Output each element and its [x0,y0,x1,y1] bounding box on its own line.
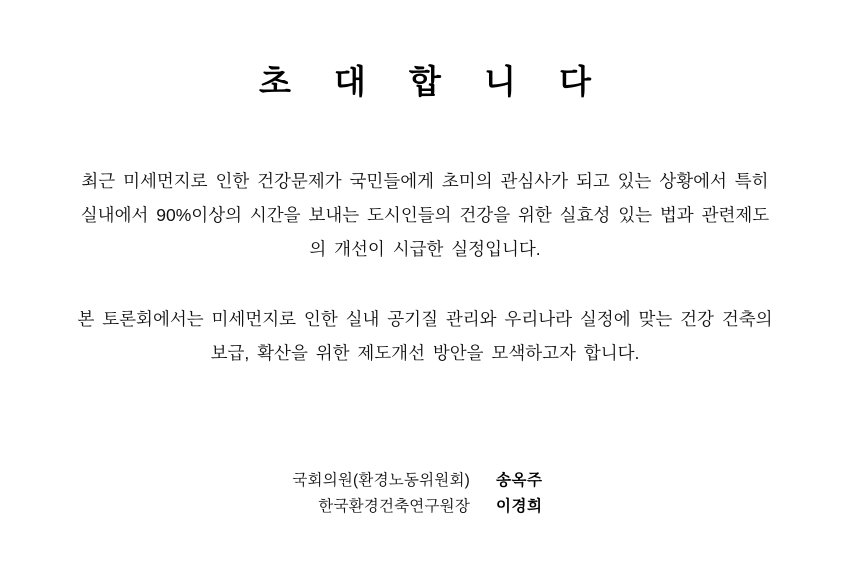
signature-row [75,494,775,520]
body-paragraph-2: 본 토론회에서는 미세먼지로 인한 실내 공기질 관리와 우리나라 실정에 맞는 건강 건축의 보급, 확산을 위한 제도개선 방안을 모색하고자 합니다. [77,308,773,363]
signature-name: 이경희 [496,497,543,515]
page-title: 초 대 합 니 다 [258,63,609,100]
signature-name: 송옥주 [496,471,543,489]
signature-role: 한국환경건축연구원장 [318,497,470,515]
body-paragraph-1: 최근 미세먼지로 인한 건강문제가 국민들에게 초미의 관심사가 되고 있는 상황에서 특히 실내에서 90%이상의 시간을 보내는 도시인들의 건강을 위한 실효성 있는 법과 관련제도의 개선이 시급한 실정입니다. [80,170,770,259]
signature-row [75,468,775,494]
signature-block [75,370,775,520]
invitation-body [75,164,775,370]
signature-role: 국회의원(환경노동위원회) [292,471,470,489]
